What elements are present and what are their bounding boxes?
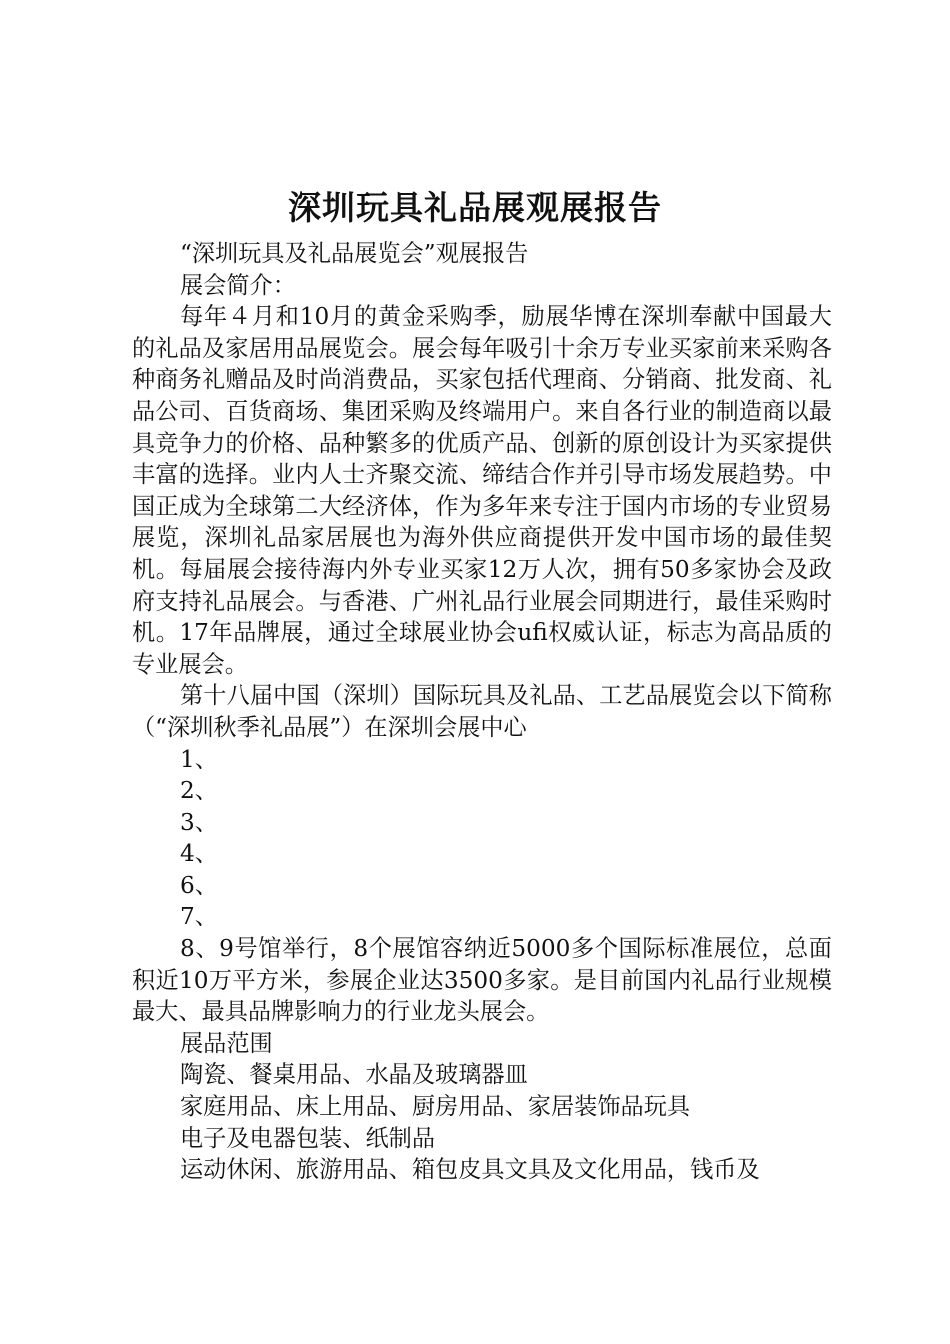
venue-paragraph: 8、9号馆举行，8个展馆容纳近5000多个国际标准展位，总面积近10万平方米，参展企业达3500多家。是目前国内礼品行业规模最大、最具品牌影响力的行业龙头展会。: [132, 935, 832, 1026]
intro-paragraph: 每年４月和10月的黄金采购季，励展华博在深圳奉献中国最大的礼品及家居用品展览会。展会每年吸引十余万专业买家前来采购各种商务礼赠品及时尚消费品，买家包括代理商、分销商、批发商、礼品公司、百货商场、集团采购及终端用户。来自各行业的制造商以最具竞争力的价格、品种繁多的优质产品、创新的原创设计为买家提供丰富的选择。业内人士齐聚交流、缔结合作并引导市场发展趋势。中国正成为全球第二大经济体，作为多年来专注于国内市场的专业贸易展览，深圳礼品家居展也为海外供应商提供开发中国市场的最佳契机。每届展会接待海内外专业买家12万人次，拥有50多家协会及政府支持礼品展会。与香港、广州礼品行业展会同期进行，最佳采购时机。17年品牌展，通过全球展业协会ufi权威认证，标志为高品质的专业展会。: [132, 303, 832, 678]
exhibition-paragraph: 第十八届中国（深圳）国际玩具及礼品、工艺品展览会以下简称（“深圳秋季礼品展”）在深圳会展中心: [132, 682, 832, 741]
list-item: 4、: [180, 840, 218, 868]
scope-line: 电子及电器包装、纸制品: [180, 1124, 436, 1152]
section-heading-scope: 展品范围: [180, 1029, 273, 1057]
list-item: 3、: [180, 808, 218, 836]
list-item: 1、: [180, 745, 218, 773]
scope-line: 家庭用品、床上用品、厨房用品、家居装饰品玩具: [180, 1093, 691, 1121]
list-item: 6、: [180, 871, 218, 899]
scope-line: 运动休闲、旅游用品、箱包皮具文具及文化用品，钱币及: [180, 1156, 760, 1184]
list-item: 2、: [180, 777, 218, 805]
section-heading-intro: 展会简介：: [180, 271, 296, 299]
report-subtitle: “深圳玩具及礼品展览会”观展报告: [180, 240, 529, 267]
document-title: 深圳玩具礼品展观展报告: [288, 188, 662, 227]
list-item: 7、: [180, 903, 218, 931]
document-body: [132, 238, 832, 1186]
scope-line: 陶瓷、餐桌用品、水晶及玻璃器皿: [180, 1061, 528, 1089]
